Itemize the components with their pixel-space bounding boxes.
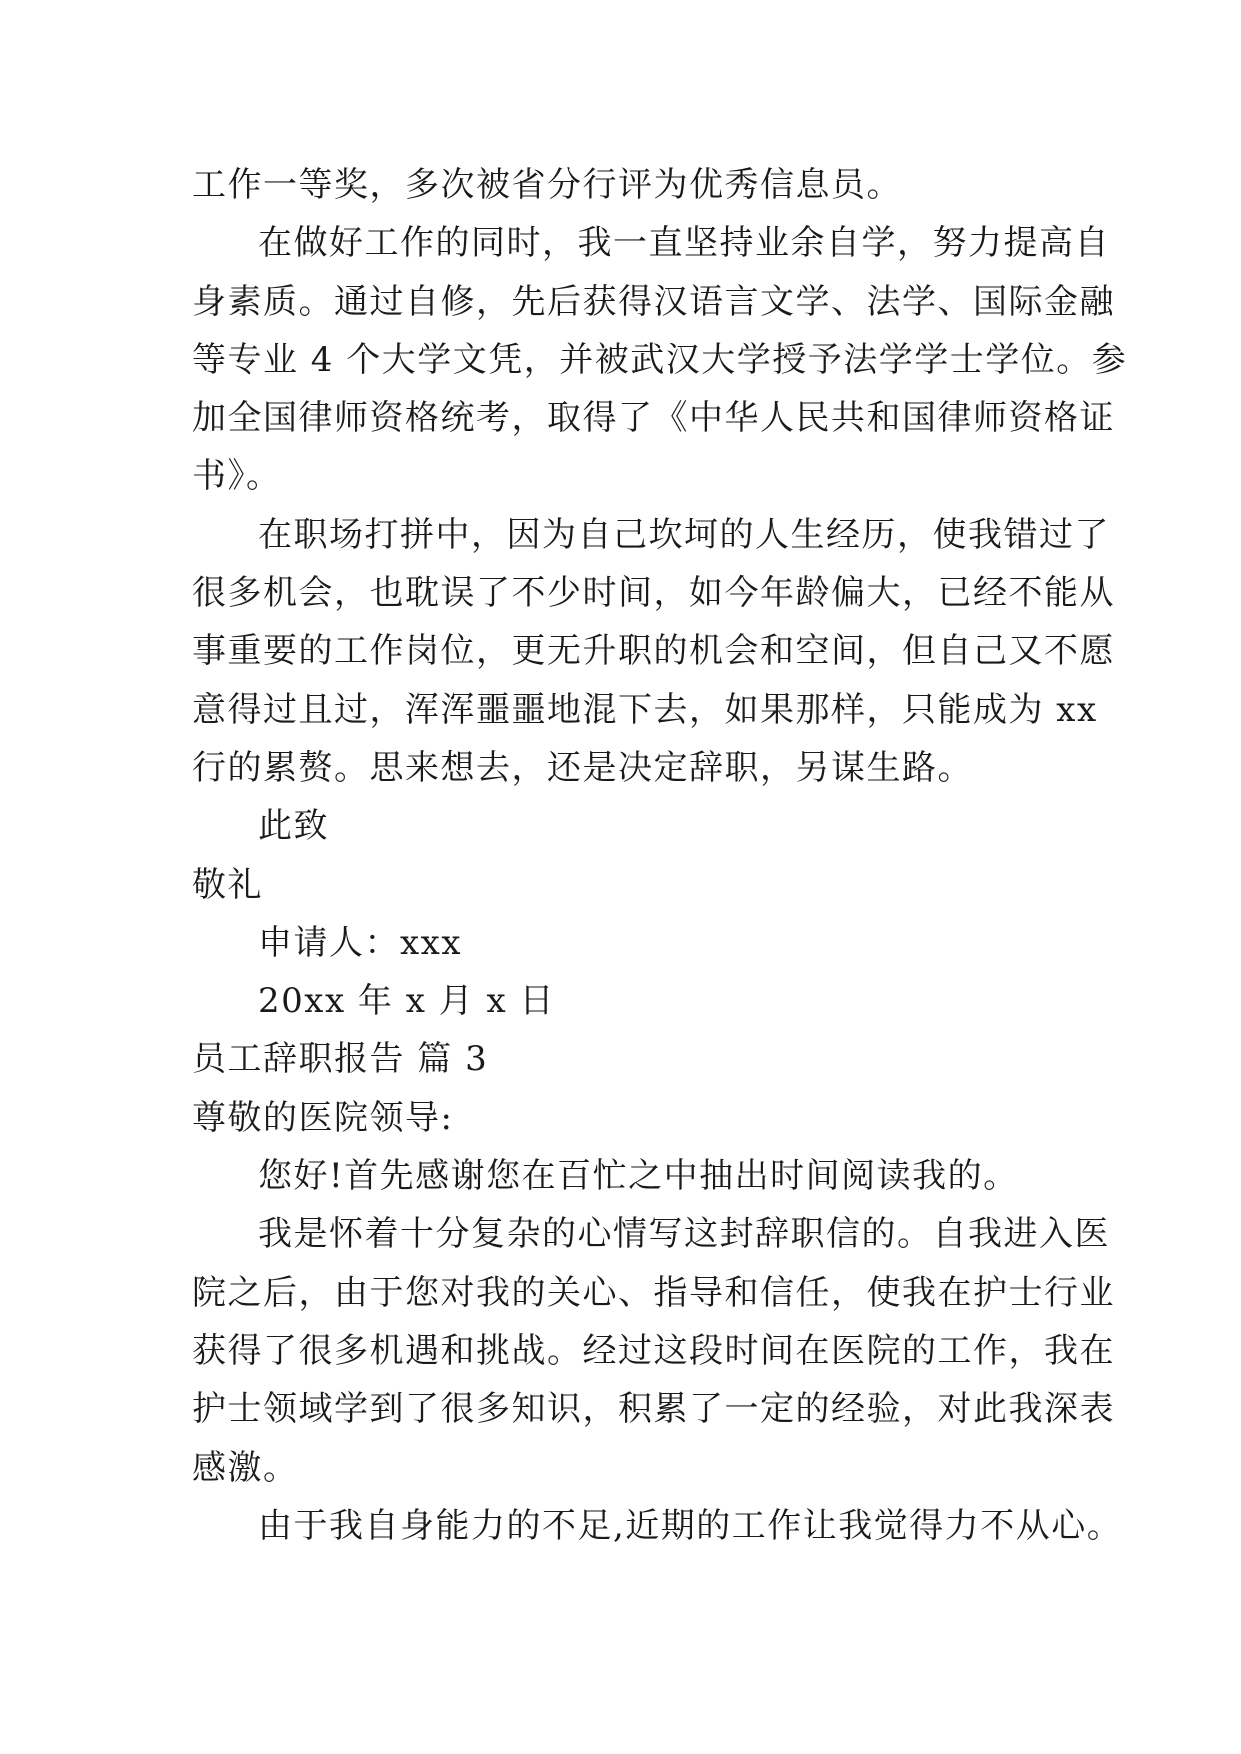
text-line: 由于我自身能力的不足,近期的工作让我觉得力不从心。	[258, 1505, 1123, 1546]
applicant-signature: 申请人：xxx	[258, 922, 463, 963]
text-line: 工作一等奖，多次被省分行评为优秀信息员。	[192, 165, 902, 205]
section-heading: 员工辞职报告 篇 3	[192, 1039, 489, 1080]
text-line: 在做好工作的同时，我一直坚持业余自学，努力提高自	[258, 223, 1110, 264]
salutation-regards: 敬礼	[192, 864, 263, 905]
text-line: 加全国律师资格统考，取得了《中华人民共和国律师资格证	[192, 398, 1115, 439]
text-line: 等专业 4 个大学文凭，并被武汉大学授予法学学士学位。参	[192, 339, 1128, 380]
text-line: 院之后，由于您对我的关心、指导和信任，使我在护士行业	[192, 1272, 1115, 1313]
text-line: 护士领域学到了很多知识，积累了一定的经验，对此我深表	[192, 1389, 1115, 1430]
text-line: 事重要的工作岗位，更无升职的机会和空间，但自己又不愿	[192, 631, 1115, 672]
text-line: 身素质。通过自修，先后获得汉语言文学、法学、国际金融	[192, 281, 1115, 322]
text-line: 感激。	[192, 1447, 299, 1488]
text-line: 您好!首先感谢您在百忙之中抽出时间阅读我的。	[258, 1156, 1019, 1197]
text-line: 书》。	[192, 456, 282, 497]
text-line: 行的累赘。思来想去，还是决定辞职，另谋生路。	[192, 747, 973, 788]
text-line: 在职场打拼中，因为自己坎坷的人生经历，使我错过了	[258, 514, 1110, 555]
text-line: 很多机会，也耽误了不少时间，如今年龄偏大，已经不能从	[192, 573, 1115, 614]
closing-phrase: 此致	[258, 806, 329, 847]
text-line: 我是怀着十分复杂的心情写这封辞职信的。自我进入医	[258, 1214, 1110, 1255]
letter-salutation: 尊敬的医院领导:	[192, 1097, 454, 1138]
text-line: 意得过且过，浑浑噩噩地混下去，如果那样，只能成为 xx	[192, 689, 1098, 730]
text-line: 获得了很多机遇和挑战。经过这段时间在医院的工作，我在	[192, 1330, 1115, 1371]
document-page	[192, 156, 1128, 1555]
date-line: 20xx 年 x 月 x 日	[258, 981, 556, 1022]
